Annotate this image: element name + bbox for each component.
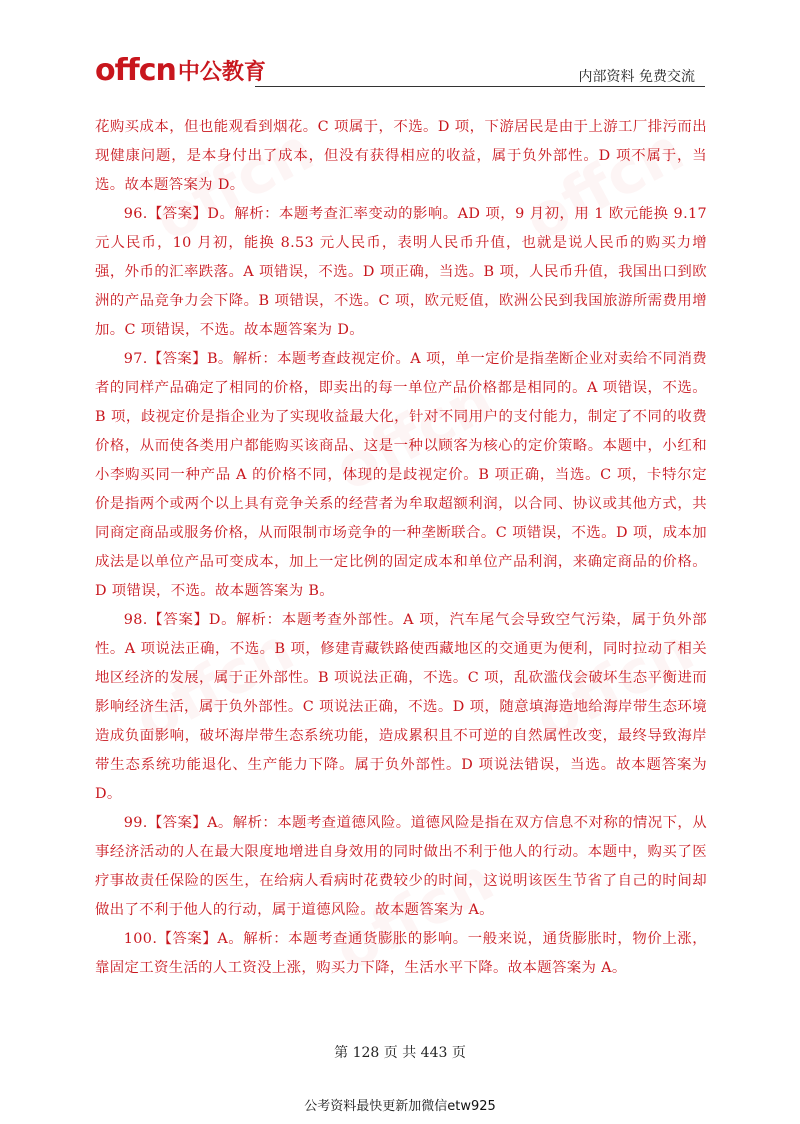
answer-99: 99.【答案】A。解析：本题考查道德风险。道德风险是指在双方信息不对称的情况下，从事经济活动的人在最大限度地增进自身效用的同时做出不利于他人的行动。本题中，购买了医疗事故责任保险的医生，在给病人看病时花费较少的时间，这说明该医生节省了自己的时间却做出了不利于他人的行动，属于道德风险。故本题答案为 A。: [95, 815, 707, 918]
answer-96: 96.【答案】D。解析：本题考查汇率变动的影响。AD 项，9 月初，用 1 欧元能换 9.17 元人民币，10 月初，能换 8.53 元人民币，表明人民币升值，也就是说人民币的购买力增强，外币的汇率跌落。A 项错误，不选。D 项正确，当选。B 项，人民币升值，我国出口到欧洲的产品竞争力会下降。B 项错误，不选。C 项，欧元贬值，欧洲公民到我国旅游所需费用增加。C 项错误，不选。故本题答案为 D。: [95, 206, 707, 338]
header-divider: [255, 86, 705, 87]
answer-97: 97.【答案】B。解析：本题考查歧视定价。A 项，单一定价是指垄断企业对卖给不同消费者的同样产品确定了相同的价格，即卖出的每一单位产品价格都是相同的。A 项错误，不选。B 项，歧视定价是指企业为了实现收益最大化，针对不同用户的支付能力，制定了不同的收费价格，从而使各类用户都能购买该商品、这是一种以顾客为核心的定价策略。本题中，小红和小李购买同一种产品 A 的价格不同，体现的是歧视定价。B 项正确，当选。C 项，卡特尔定价是指两个或两个以上具有竞争关系的经营者为牟取超额利润，以合同、协议或其他方式，共同商定商品或服务价格，从而限制市场竞争的一种垄断联合。C 项错误，不选。D 项，成本加成法是以单位产品可变成本，加上一定比例的固定成本和单位产品利润，来确定商品的价格。D 项错误，不选。故本题答案为 B。: [95, 351, 707, 599]
answer-100: 100.【答案】A。解析：本题考查通货膨胀的影响。一般来说，通货膨胀时，物价上涨，靠固定工资生活的人工资没上涨，购买力下降，生活水平下降。故本题答案为 A。: [95, 931, 707, 976]
footer-note: 公考资料最快更新加微信etw925: [304, 1099, 496, 1114]
page-number: 第 128 页 共 443 页: [334, 1045, 466, 1061]
offcn-logo: [95, 53, 266, 88]
logo-wordmark: offcn: [95, 53, 176, 88]
logo-chinese-name: 中公教育: [177, 60, 266, 85]
answer-98: 98.【答案】D。解析：本题考查外部性。A 项，汽车尾气会导致空气污染，属于负外部性。A 项说法正确，不选。B 项，修建青藏铁路使西藏地区的交通更为便利，同时拉动了相关地区经济的发展，属于正外部性。B 项说法正确，不选。C 项，乱砍滥伐会破坏生态平衡进而影响经济生活，属于负外部性。C 项说法正确，不选。D 项，随意填海造地给海岸带生态环境造成负面影响，破坏海岸带生态系统功能，造成累积且不可逆的自然属性改变，最终导致海岸带生态系统功能退化、生产能力下降。属于负外部性。D 项说法错误，当选。故本题答案为 D。: [95, 612, 707, 802]
page-header: [95, 53, 705, 90]
paragraph-continuation: 花购买成本，但也能观看到烟花。C 项属于，不选。D 项，下游居民是由于上游工厂排污而出现健康问题，是本身付出了成本，但没有获得相应的收益，属于负外部性。D 项不属于，当选。故本题答案为 D。: [95, 119, 707, 193]
document-body: [95, 113, 707, 983]
header-notice: 内部资料 免费交流: [578, 69, 695, 85]
